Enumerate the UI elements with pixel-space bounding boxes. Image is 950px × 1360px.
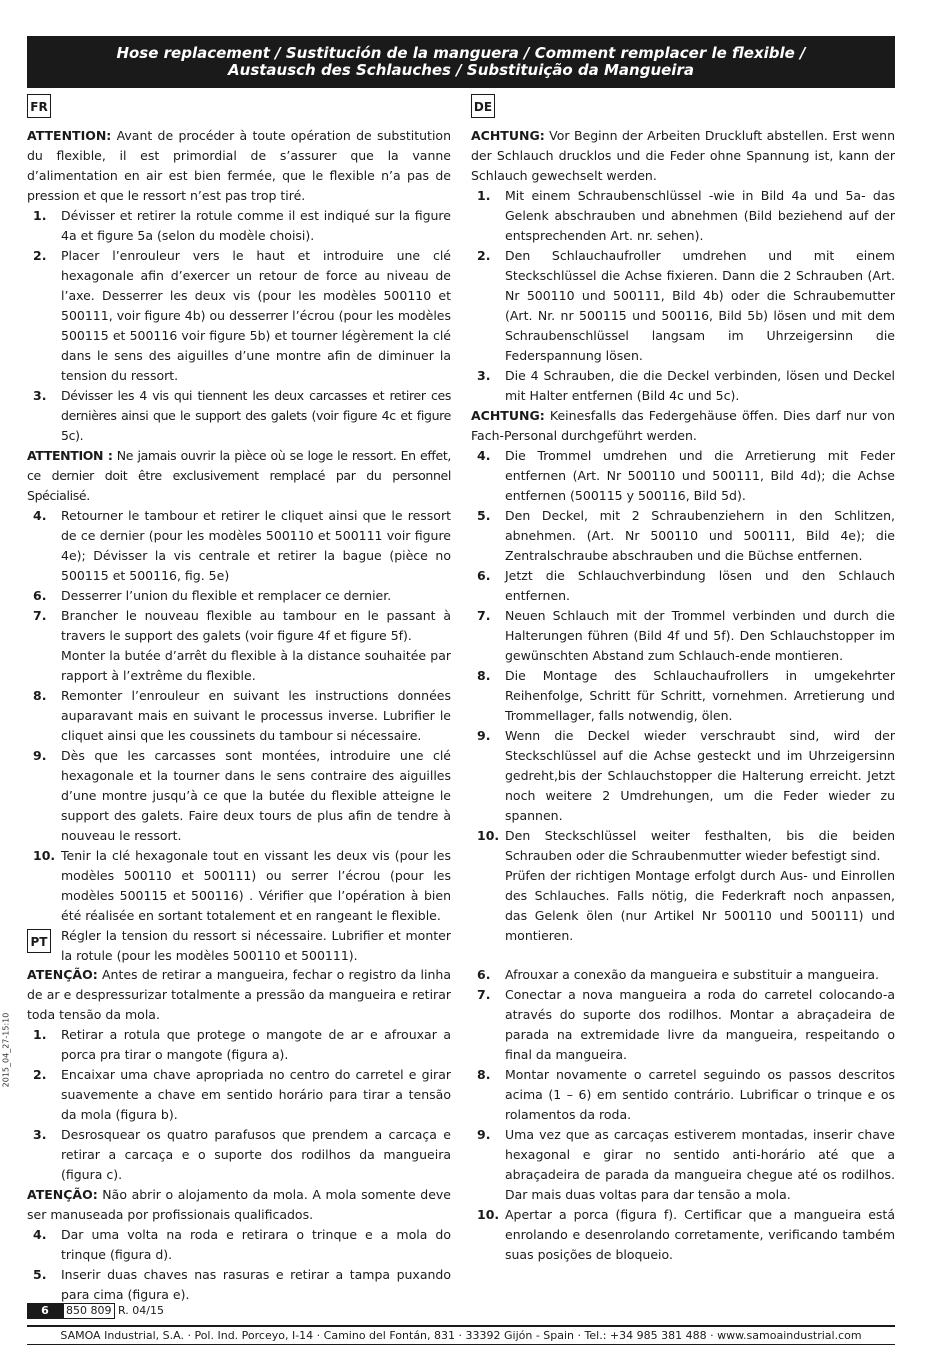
pt-step: [471, 965, 895, 985]
pt-step-text: Montar novamente o carretel seguindo os passos descritos acima (1 – 6) em sentido contrário. Lubrificar o trinque e os rolamentos da roda.: [505, 1067, 895, 1122]
de-step-number: 4.: [477, 448, 491, 463]
de-step: [471, 246, 895, 366]
fr-step-number: 2.: [33, 248, 47, 263]
de-warning-label: ACHTUNG:: [471, 408, 545, 423]
pt-step-number: 3.: [33, 1127, 47, 1142]
fr-step: [27, 386, 451, 446]
de-step: [471, 566, 895, 606]
fr-intro: [27, 126, 451, 206]
de-intro: [471, 126, 895, 186]
fr-warning-label: ATTENTION :: [27, 448, 113, 463]
fr-step-number: 9.: [33, 748, 47, 763]
de-step-text: Wenn die Deckel wieder verschraubt sind, wird der Steckschlüssel auf die Achse gesteckt und im Uhrzeigersinn gedreht,bis der Schlauchstopper die Halterung erreicht. Jetzt noch weitere 2 Umdrehungen, um die Feder wieder zu spannen.: [505, 728, 895, 823]
pt-step-text: Encaixar uma chave apropriada no centro do carretel e girar suavemente a chave em sentido horário para tirar a tensão da mola (figura b).: [61, 1067, 451, 1122]
pt-step-text: Apertar a porca (figura f). Certificar que a mangueira está enrolando e desenrolando corretamente, verificando também suas posições de bloqueio.: [505, 1207, 895, 1262]
de-step-text: Mit einem Schraubenschlüssel -wie in Bild 4a und 5a- das Gelenk abschrauben und abnehmen (Bild beziehend auf der entsprechenden Art. nr. sehen).: [505, 188, 895, 243]
fr-step-text: Remonter l’enrouleur en suivant les instructions données auparavant mais en suivant le processus inverse. Lubrifier le cliquet ainsi que les coussinets du tambour si nécessaire.: [61, 688, 451, 743]
pt-step-text: Dar uma volta na roda e retirara o trinque e a mola do trinque (figura d).: [61, 1227, 451, 1262]
company-footer: [27, 1325, 895, 1345]
fr-step-number: 1.: [33, 208, 47, 223]
de-step-number: 2.: [477, 248, 491, 263]
language-tag-de: DE: [471, 94, 495, 118]
pt-step-number: 9.: [477, 1127, 491, 1142]
fr-step-text: Brancher le nouveau flexible au tambour en le passant à travers le support des galets (voir figure 4f et figure 5f).: [61, 608, 451, 643]
pt-step: [27, 1265, 451, 1305]
fr-warning: [27, 446, 451, 506]
pt-step: [27, 1225, 451, 1265]
company-footer-text: SAMOA Industrial, S.A. · Pol. Ind. Porceyo, I-14 · Camino del Fontán, 831 · 33392 Gijón - Spain · Tel.: +34 985 381 488 · www.samoaindustrial.com: [60, 1329, 862, 1342]
pt-warning: [27, 1185, 451, 1225]
fr-step-text: Dévisser les 4 vis qui tiennent les deux carcasses et retirer ces dernières ainsi que le support des galets (voir figure 4c et figure 5c).: [61, 388, 451, 443]
language-tag-pt: PT: [27, 929, 51, 953]
de-step: [471, 446, 895, 506]
de-step-number: 10.: [477, 828, 500, 843]
de-step-number: 3.: [477, 368, 491, 383]
fr-warning-text: Ne jamais ouvrir la pièce où se loge le ressort. En effet, ce dernier doit être exclusivement remplacé par du personnel Spécialisé.: [27, 448, 452, 503]
de-step-text: Jetzt die Schlauchverbindung lösen und den Schlauch entfernen.: [505, 568, 895, 603]
pt-step-text: Retirar a rotula que protege o mangote de ar e afrouxar a porca pra tirar o mangote (figura a).: [61, 1027, 451, 1062]
pt-step: [27, 1125, 451, 1185]
fr-step-text: Dès que les carcasses sont montées, introduire une clé hexagonale et la tourner dans le sens contraire des aiguilles d’une montre jusqu’à ce que la butée du flexible atteigne le support des galets. Faire deux tours de plus afin de tendre à nouveau le ressort.: [61, 748, 451, 843]
pt-step-text: Inserir duas chaves nas rasuras e retirar a tampa puxando para cima (figura e).: [61, 1267, 451, 1302]
de-warning: [471, 406, 895, 446]
fr-step-text: Desserrer l’union du flexible et remplacer ce dernier.: [61, 588, 392, 603]
pt-step: [471, 1065, 895, 1125]
pt-intro: [27, 965, 451, 1025]
fr-step-text: Tenir la clé hexagonale tout en vissant les deux vis (pour les modèles 500110 et 500111) ou serrer l’écrou (pour les modèles 500115 et 500116) . Vérifier que l’opération à bien été réalisée en sortant totalement et en rangeant le flexible.: [61, 848, 451, 923]
de-step: [471, 666, 895, 726]
de-step: [471, 726, 895, 826]
fr-step: [27, 206, 451, 246]
fr-step-text: Placer l’enrouleur vers le haut et introduire une clé hexagonale afin d’exercer un retour de force au niveau de l’axe. Desserrer les deux vis (pour les modèles 500110 et 500111, voir figure 4b) ou desserrer l’écrou (pour les modèles 500115 et 500116 voir figure 5b) et tourner légèrement la clé dans le sens des aiguilles d’une montre afin de diminuer la tension du ressort.: [61, 248, 451, 383]
pt-section-left: [27, 965, 451, 1305]
de-step: [471, 506, 895, 566]
de-intro-label: ACHTUNG:: [471, 128, 545, 143]
de-step-number: 7.: [477, 608, 491, 623]
de-step-number: 9.: [477, 728, 491, 743]
pt-step-text: Uma vez que as carcaças estiverem montadas, inserir chave hexagonal e girar no sentido anti-horário até que a abraçadeira de parada da mangueira chegue até os rodilhos. Dar mais duas voltas para dar tensão a mola.: [505, 1127, 895, 1202]
de-step-number: 6.: [477, 568, 491, 583]
de-intro-text: Vor Beginn der Arbeiten Druckluft abstellen. Erst wenn der Schlauch drucklos und die Feder ohne Spannung ist, kann der Schlauch gewechselt werden.: [471, 128, 895, 183]
pt-step-text: Conectar a nova mangueira a roda do carretel colocando-a através do suporte dos rodilhos. Montar a abraçadeira de parada na extremidade livre da mangueira, respeitando o final da mangueira.: [505, 987, 895, 1062]
document-code-number: 850 809: [63, 1303, 115, 1319]
de-warning-text: Keinesfalls das Federgehäuse öffen. Dies darf nur von Fach-Personal durchgeführt werden.: [471, 408, 895, 443]
fr-section: [27, 126, 451, 966]
de-step-text: Neuen Schlauch mit der Trommel verbinden und durch die Halterungen führen (Bild 4f und 5f). Den Schlauchstopper im gewünschten Abstand zum Schlauch-ende montieren.: [505, 608, 895, 663]
fr-step: [27, 506, 451, 586]
pt-section-right: [471, 965, 895, 1265]
pt-step: [471, 1205, 895, 1265]
pt-step-number: 4.: [33, 1227, 47, 1242]
fr-step-number: 8.: [33, 688, 47, 703]
de-step-text: Den Deckel, mit 2 Schraubenziehern in den Schlitzen, abnehmen. (Art. Nr 500110 und 500111, Bild 4e); die Zentralschraube abschrauben und die Büchse entfernen.: [505, 508, 895, 563]
fr-step: [27, 246, 451, 386]
de-step: [471, 366, 895, 406]
pt-intro-label: ATENÇÃO:: [27, 967, 98, 982]
de-section: [471, 126, 895, 946]
pt-step-number: 7.: [477, 987, 491, 1002]
pt-step: [471, 985, 895, 1065]
page-header-banner: [27, 36, 895, 88]
document-revision: R. 04/15: [118, 1304, 164, 1317]
fr-step-number: 3.: [33, 388, 47, 403]
fr-step-number: 4.: [33, 508, 47, 523]
de-step: [471, 606, 895, 666]
fr-step: [27, 746, 451, 846]
de-step-text: Den Steckschlüssel weiter festhalten, bis die beiden Schrauben oder die Schraubenmutter wieder befestigt sind.: [505, 828, 895, 863]
side-print-code-text: 2015_04_27-15:10: [1, 1012, 11, 1088]
de-step: [471, 826, 895, 946]
pt-step: [27, 1025, 451, 1065]
de-step-number: 8.: [477, 668, 491, 683]
fr-intro-text: Avant de procéder à toute opération de substitution du flexible, il est primordial de s’assurer que la vanne d’alimentation en air est bien fermée, que le flexible n’a pas de pression et que le ressort n’est pas trop tiré.: [27, 128, 451, 203]
pt-step-number: 2.: [33, 1067, 47, 1082]
pt-step-number: 10.: [477, 1207, 500, 1222]
pt-step: [471, 1125, 895, 1205]
de-step-text: Die 4 Schrauben, die die Deckel verbinden, lösen und Deckel mit Halter entfernen (Bild 4c und 5c).: [505, 368, 895, 403]
fr-step: [27, 846, 451, 966]
language-tag-fr: FR: [27, 94, 51, 118]
de-step-number: 5.: [477, 508, 491, 523]
de-step-text: Den Schlauchaufroller umdrehen und mit einem Steckschlüssel die Achse fixieren. Dann die 2 Schrauben (Art. Nr 500110 und 500111, Bild 4b) oder die Schraubemutter (Art. Nr. nr 500115 und 500116, Bild 5b) lösen und mit dem Schraubenschlüssel langsam im Uhrzeigersinn die Federspannung lösen.: [505, 248, 895, 363]
pt-intro-text: Antes de retirar a mangueira, fechar o registro da linha de ar e despressurizar totalmente a pressão da mangueira e retirar toda tensão da mola.: [27, 967, 451, 1022]
fr-step-text: Dévisser et retirer la rotule comme il est indiqué sur la figure 4a et figure 5a (selon du modèle choisi).: [61, 208, 451, 243]
page-number: 6: [27, 1303, 63, 1319]
fr-step-text: Retourner le tambour et retirer le cliquet ainsi que le ressort de ce dernier (pour les modèles 500110 et 500111 voir figure 4e); Dévisser la vis centrale et retirer la bague (pièce no 500115 et 500116, fig. 5e): [61, 508, 451, 583]
document-code: [63, 1303, 164, 1319]
de-step: [471, 186, 895, 246]
fr-intro-label: ATTENTION:: [27, 128, 112, 143]
pt-step-number: 8.: [477, 1067, 491, 1082]
pt-step-number: 6.: [477, 967, 491, 982]
fr-step-text-continued: Régler la tension du ressort si nécessaire. Lubrifier et monter la rotule (pour les modèles 500110 et 500111).: [61, 928, 451, 963]
pt-step-text: Desrosquear os quatro parafusos que prendem a carcaça e retirar a carcaça e o suporte dos rodilhos da mangueira (figura c).: [61, 1127, 451, 1182]
de-step-text-continued: Prüfen der richtigen Montage erfolgt durch Aus- und Einrollen des Schlauches. Falls nötig, die Federkraft noch anpassen, das Gelenk ölen (nur Artikel Nr 500110 und 500111) und montieren.: [505, 868, 895, 943]
pt-step: [27, 1065, 451, 1125]
fr-step: [27, 686, 451, 746]
de-step-text: Die Trommel umdrehen und die Arretierung mit Feder entfernen (Art. Nr 500110 und 500111, Bild 4d); die Achse entfernen (500115 y 500116, Bild 5d).: [505, 448, 895, 503]
header-title-line-2: Austausch des Schlauches / Substituição da Mangueira: [228, 61, 694, 79]
pt-step-text: Afrouxar a conexão da mangueira e substituir a mangueira.: [505, 967, 879, 982]
de-step-text: Die Montage des Schlauchaufrollers in umgekehrter Reihenfolge, Schritt für Schritt, vornehmen. Arretierung und Trommellager, falls notwendig, ölen.: [505, 668, 895, 723]
fr-step-number: 6.: [33, 588, 47, 603]
side-print-code: [0, 1012, 13, 1088]
pt-warning-text: Não abrir o alojamento da mola. A mola somente deve ser manuseada por profissionais qualificados.: [27, 1187, 451, 1222]
pt-step-number: 1.: [33, 1027, 47, 1042]
fr-step-text-continued: Monter la butée d’arrêt du flexible à la distance souhaitée par rapport à l’extrême du flexible.: [61, 648, 451, 683]
fr-step-number: 7.: [33, 608, 47, 623]
fr-step: [27, 606, 451, 686]
header-title-line-1: Hose replacement / Sustitución de la manguera / Comment remplacer le flexible /: [116, 44, 806, 62]
pt-warning-label: ATENÇÃO:: [27, 1187, 98, 1202]
pt-step-number: 5.: [33, 1267, 47, 1282]
fr-step-number: 10.: [33, 848, 56, 863]
fr-step: [27, 586, 451, 606]
de-step-number: 1.: [477, 188, 491, 203]
